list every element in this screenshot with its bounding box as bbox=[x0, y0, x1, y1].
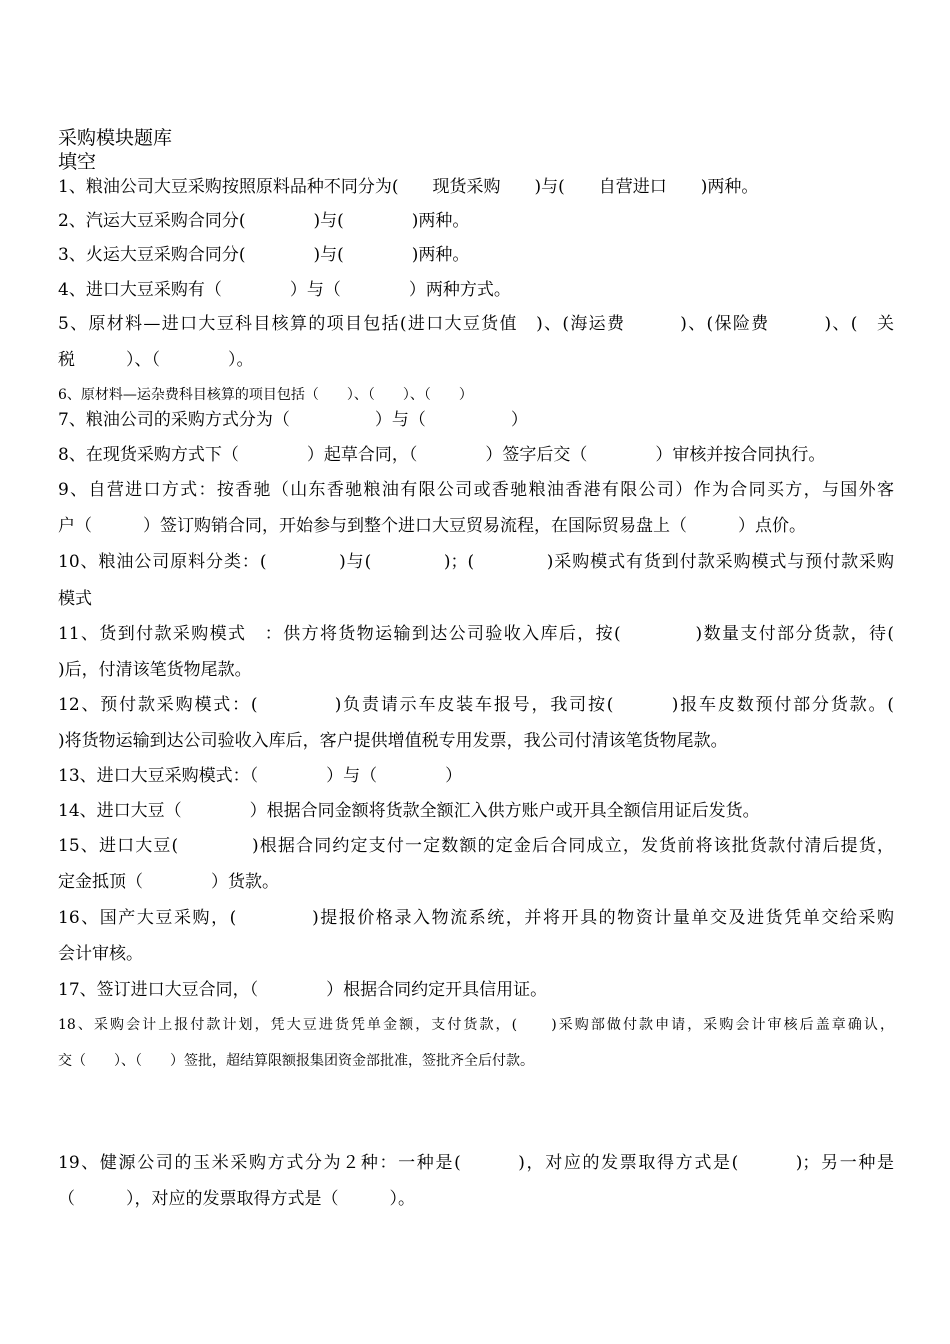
question-9-line-1: 9、自营进口方式：按香驰（山东香驰粮油有限公司或香驰粮油香港有限公司）作为合同买方，与国外客 bbox=[58, 480, 894, 500]
question-7: 7、粮油公司的采购方式分为（ ）与（ ） bbox=[58, 410, 528, 430]
question-15-line-1: 15、进口大豆( )根据合同约定支付一定数额的定金后合同成立，发货前将该批货款付清后提货， bbox=[58, 836, 894, 856]
question-4: 4、进口大豆采购有（ ）与（ ）两种方式。 bbox=[58, 280, 511, 300]
question-19-line-1: 19、健源公司的玉米采购方式分为２种：一种是( )，对应的发票取得方式是( )；另一种是 bbox=[58, 1153, 894, 1173]
question-3: 3、火运大豆采购合同分( )与( )两种。 bbox=[58, 245, 470, 265]
question-10-line-1: 10、粮油公司原料分类：( )与( )；( )采购模式有货到付款采购模式与预付款采购 bbox=[58, 552, 894, 572]
question-18-line-2: 交（ ）、（ ）签批，超结算限额报集团资金部批准，签批齐全后付款。 bbox=[58, 1053, 534, 1069]
question-2: 2、汽运大豆采购合同分( )与( )两种。 bbox=[58, 211, 470, 231]
question-12-line-2: )将货物运输到达公司验收入库后，客户提供增值税专用发票，我公司付清该笔货物尾款。 bbox=[58, 731, 728, 751]
question-16-line-2: 会计审核。 bbox=[58, 944, 143, 964]
question-5-line-1: 5、原材料—进口大豆科目核算的项目包括(进口大豆货值 )、(海运费 )、(保险费 )、( 关 bbox=[58, 314, 894, 334]
question-17: 17、签订进口大豆合同，（ ）根据合同约定开具信用证。 bbox=[58, 980, 548, 1000]
question-6: 6、原材料—运杂费科目核算的项目包括（ ）、（ ）、（ ） bbox=[58, 387, 473, 403]
question-5-line-2: 税 ）、（ ）。 bbox=[58, 350, 254, 370]
question-15-line-2: 定金抵顶（ ）货款。 bbox=[58, 872, 279, 892]
question-13: 13、进口大豆采购模式：（ ）与（ ） bbox=[58, 766, 463, 786]
question-8: 8、在现货采购方式下（ ）起草合同，（ ）签字后交（ ）审核并按合同执行。 bbox=[58, 445, 826, 465]
question-16-line-1: 16、国产大豆采购，( )提报价格录入物流系统，并将开具的物资计量单交及进货凭单交给采购 bbox=[58, 908, 894, 928]
question-11-line-2: )后，付清该笔货物尾款。 bbox=[58, 660, 252, 680]
question-19-line-2: （ ），对应的发票取得方式是（ ）。 bbox=[58, 1189, 415, 1209]
question-9-line-2: 户（ ）签订购销合同，开始参与到整个进口大豆贸易流程，在国际贸易盘上（ ）点价。 bbox=[58, 516, 806, 536]
question-14: 14、进口大豆（ ）根据合同金额将货款全额汇入供方账户或开具全额信用证后发货。 bbox=[58, 801, 760, 821]
section-heading: 填空 bbox=[58, 151, 97, 173]
doc-title: 采购模块题库 bbox=[58, 127, 173, 149]
question-1: 1、粮油公司大豆采购按照原料品种不同分为( 现货采购 )与( 自营进口 )两种。 bbox=[58, 177, 759, 197]
question-18-line-1: 18、采购会计上报付款计划，凭大豆进货凭单金额，支付货款，( )采购部做付款申请，采购会计审核后盖章确认， bbox=[58, 1017, 894, 1033]
question-12-line-1: 12、预付款采购模式：( )负责请示车皮装车报号，我司按( )报车皮数预付部分货款。( bbox=[58, 695, 894, 715]
question-10-line-2: 模式 bbox=[58, 589, 92, 609]
question-11-line-1: 11、货到付款采购模式 ：供方将货物运输到达公司验收入库后，按( )数量支付部分货款，待( bbox=[58, 624, 894, 644]
